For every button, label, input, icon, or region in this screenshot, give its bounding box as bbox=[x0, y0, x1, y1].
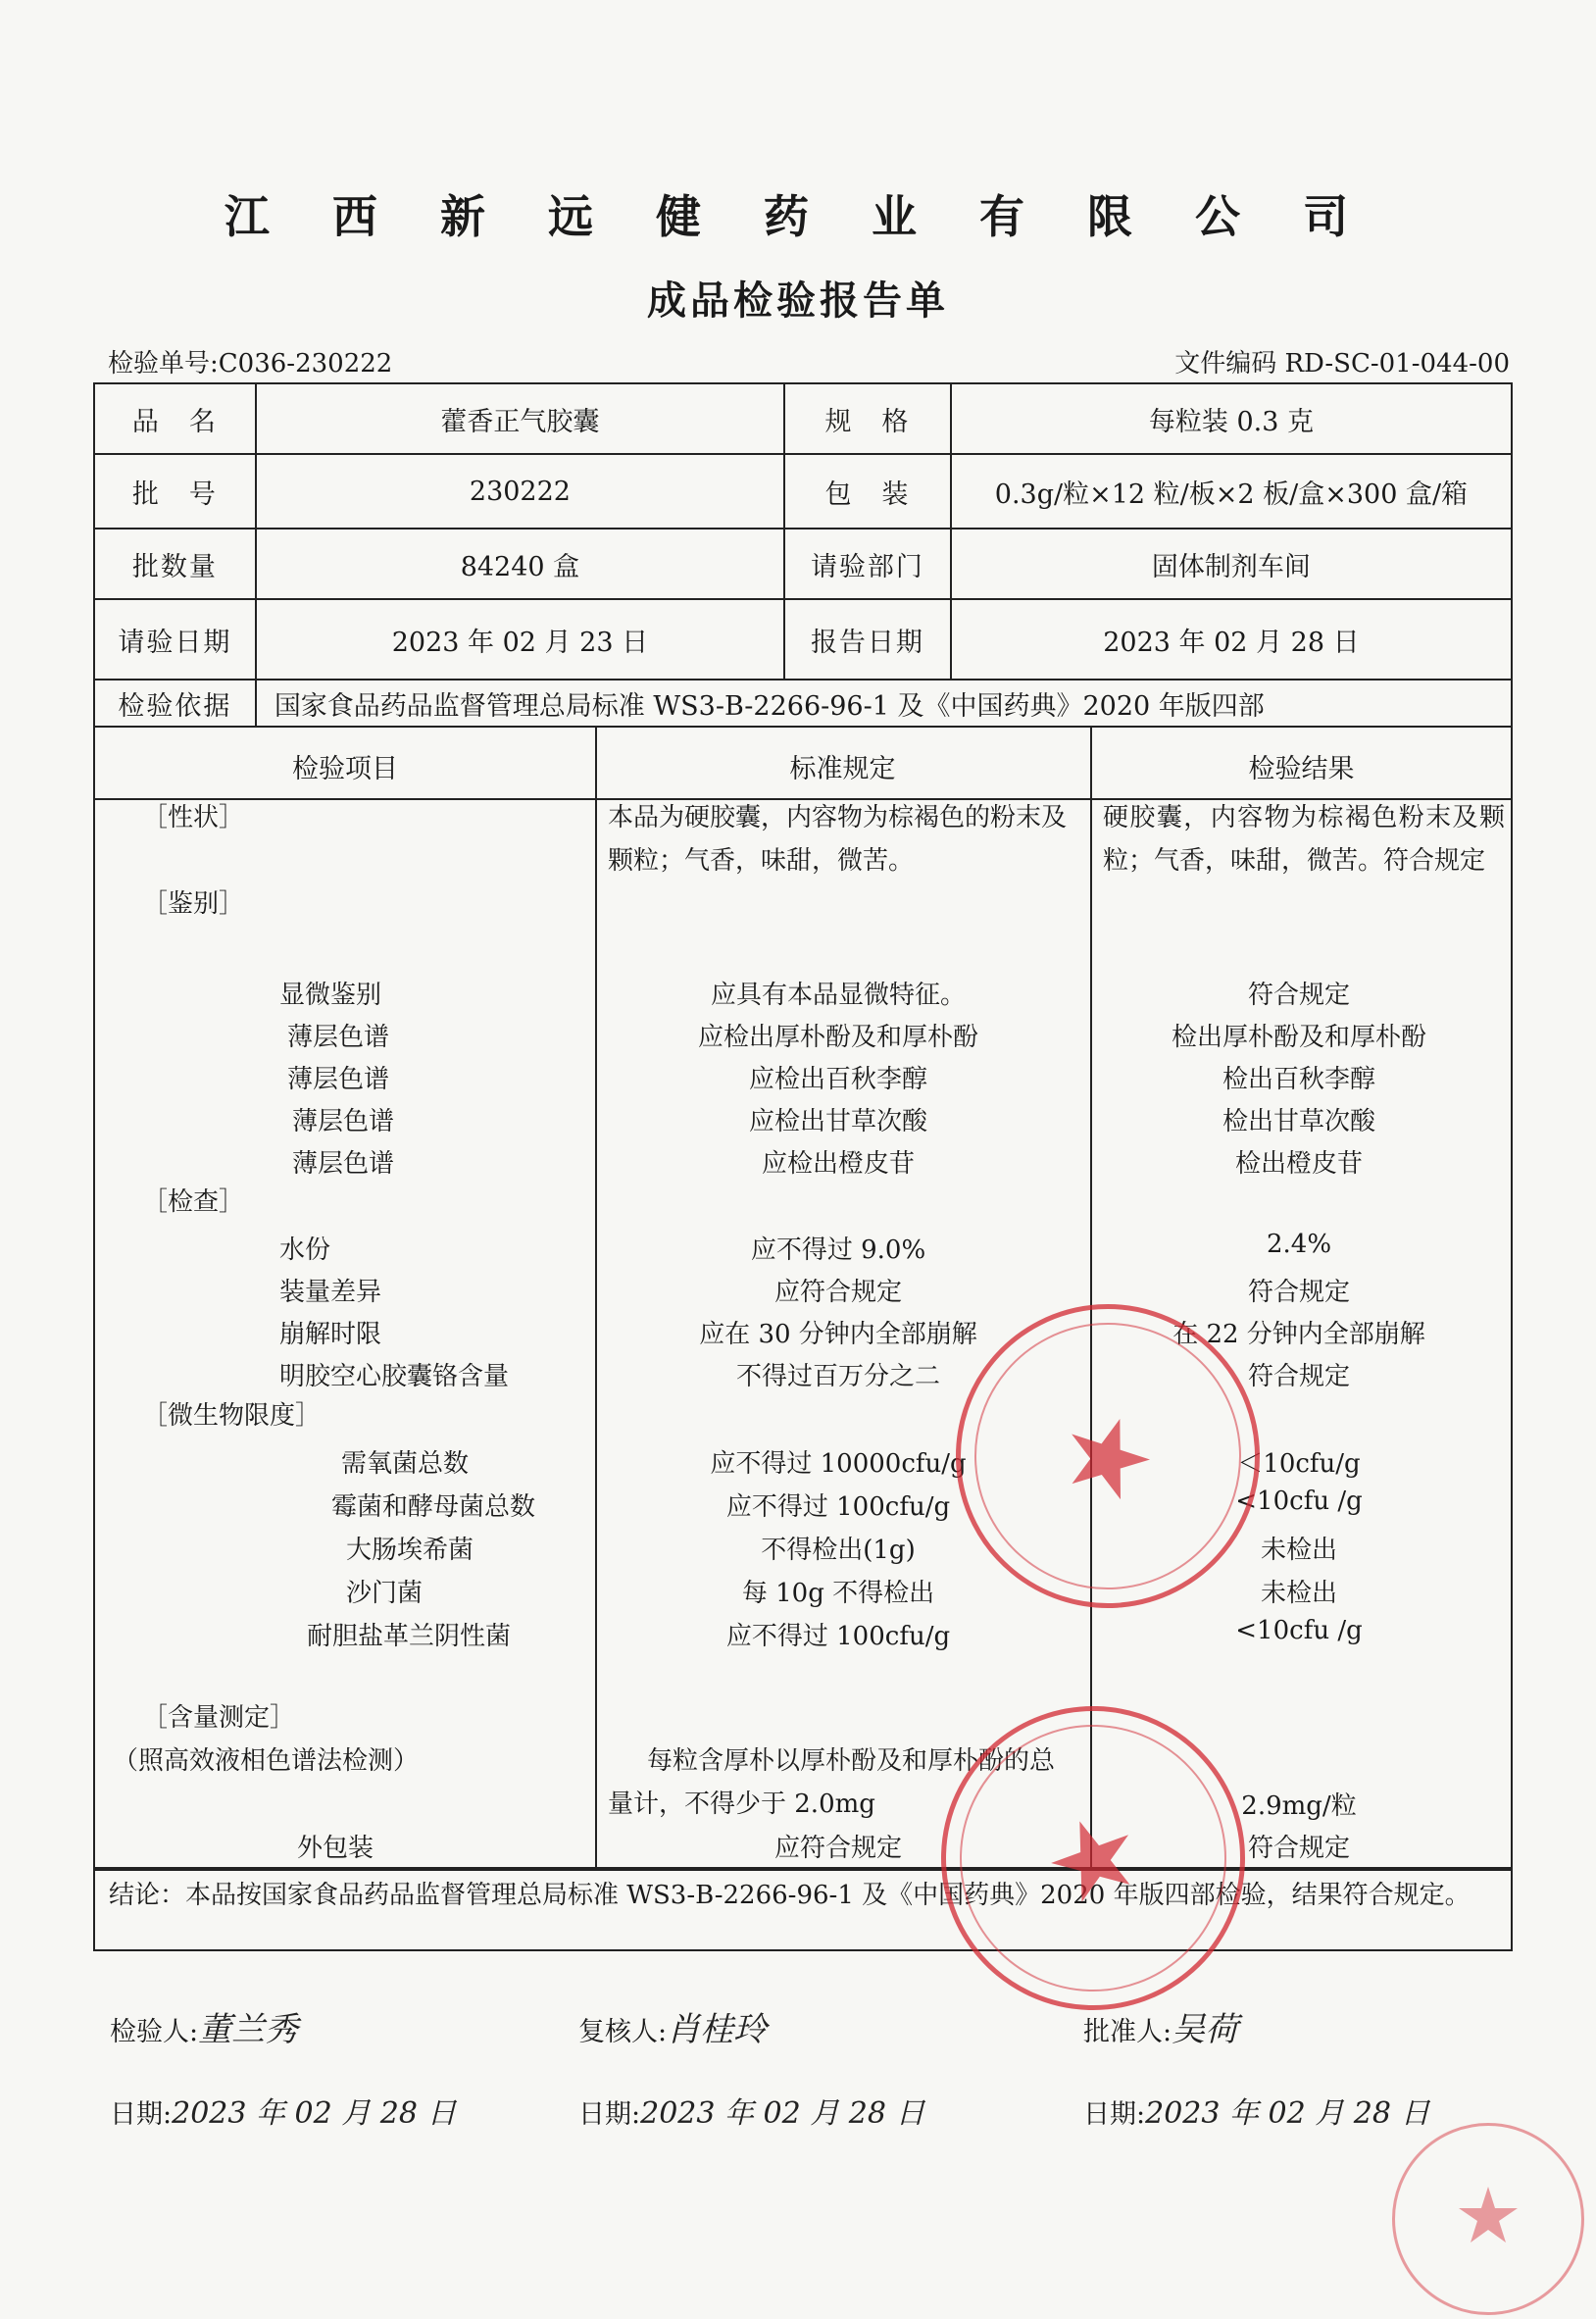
table-row bbox=[93, 1828, 1513, 1867]
date-3 bbox=[1083, 2089, 1430, 2132]
column-result: 检验结果 bbox=[1248, 754, 1355, 784]
date-2 bbox=[578, 2089, 925, 2132]
row-item: 薄层色谱 bbox=[292, 1107, 395, 1136]
product-name: 藿香正气胶囊 bbox=[256, 383, 784, 454]
section-character: ［性状］ bbox=[142, 803, 245, 832]
row-result: 检出橙皮苷 bbox=[1234, 1149, 1363, 1179]
section-identification: ［鉴别］ bbox=[142, 889, 245, 919]
row-result: 符合规定 bbox=[1247, 1362, 1350, 1391]
table-row bbox=[93, 1443, 1513, 1483]
row-item: 需氧菌总数 bbox=[341, 1449, 470, 1479]
row-result: <10cfu /g bbox=[1235, 1616, 1363, 1645]
row-item: 崩解时限 bbox=[279, 1320, 382, 1349]
row-result: 未检出 bbox=[1260, 1536, 1337, 1565]
assay-method: （照高效液相色谱法检测） bbox=[113, 1746, 420, 1776]
row-item: 薄层色谱 bbox=[287, 1023, 390, 1052]
qc-stamp-3 bbox=[1392, 2123, 1584, 2315]
row-standard: 应检出甘草次酸 bbox=[748, 1107, 927, 1136]
row-item: 薄层色谱 bbox=[292, 1149, 395, 1179]
basis-value: 国家食品药品监督管理总局标准 WS3-B-2266-96-1 及《中国药典》2020 年版四部 bbox=[256, 680, 1512, 727]
reviewer-label: 复核人: bbox=[578, 2017, 668, 2047]
reviewer-signature bbox=[578, 2002, 767, 2050]
batch-label: 批 号 bbox=[94, 454, 256, 529]
date-1 bbox=[110, 2089, 457, 2132]
date-label: 日期: bbox=[578, 2099, 641, 2130]
row-result: 符合规定 bbox=[1247, 1834, 1350, 1863]
row-item: 明胶空心胶囊铬含量 bbox=[279, 1362, 510, 1391]
row-item: 水份 bbox=[279, 1235, 331, 1265]
date-label: 日期: bbox=[1083, 2099, 1146, 2130]
row-result: 在 22 分钟内全部崩解 bbox=[1172, 1320, 1425, 1349]
row-item: 大肠埃希菌 bbox=[346, 1536, 474, 1565]
row-standard: 应不得过 100cfu/g bbox=[725, 1492, 951, 1522]
column-item: 检验项目 bbox=[292, 754, 398, 784]
row-result: 符合规定 bbox=[1247, 1278, 1350, 1307]
table-row bbox=[93, 1101, 1513, 1140]
column-standard: 标准规定 bbox=[789, 754, 896, 784]
row-item: 薄层色谱 bbox=[287, 1065, 390, 1094]
inspector-signature bbox=[110, 2002, 298, 2050]
inspector-label: 检验人: bbox=[110, 2017, 199, 2047]
file-code: 文件编码 RD-SC-01-044-00 bbox=[1174, 349, 1510, 378]
row-standard: 每 10g 不得检出 bbox=[741, 1579, 935, 1608]
conclusion: 结论：本品按国家食品药品监督管理总局标准 WS3-B-2266-96-1 及《中国药典》2020 年版四部检验，结果符合规定。 bbox=[93, 1869, 1513, 1951]
inspection-number: 检验单号:C036-230222 bbox=[108, 349, 393, 378]
row-result: 检出甘草次酸 bbox=[1222, 1107, 1375, 1136]
pack-label: 包 装 bbox=[784, 454, 951, 529]
row-item: 装量差异 bbox=[279, 1278, 382, 1307]
section-microbial: ［微生物限度］ bbox=[142, 1401, 322, 1431]
row-standard: 应检出橙皮苷 bbox=[761, 1149, 915, 1179]
row-standard: 不得过百万分之二 bbox=[735, 1362, 940, 1391]
pack-value: 0.3g/粒×12 粒/板×2 板/盒×300 盒/箱 bbox=[951, 454, 1512, 529]
date-value: 2023 年 02 月 28 日 bbox=[640, 2096, 925, 2131]
company-name: 江 西 新 远 健 药 业 有 限 公 司 bbox=[224, 190, 1372, 243]
date-value: 2023 年 02 月 28 日 bbox=[1145, 2096, 1430, 2131]
inspector-name: 董兰秀 bbox=[198, 2010, 299, 2049]
row-standard: 应在 30 分钟内全部崩解 bbox=[699, 1320, 977, 1349]
table-row bbox=[93, 1530, 1513, 1569]
approver-label: 批准人: bbox=[1083, 2017, 1172, 2047]
row-result: <10cfu /g bbox=[1235, 1487, 1363, 1516]
approver-name: 吴荷 bbox=[1172, 2010, 1239, 2049]
row-standard: 应具有本品显微特征。 bbox=[710, 981, 966, 1010]
spec-value: 每粒装 0.3 克 bbox=[951, 383, 1512, 454]
qty-value: 84240 盒 bbox=[256, 529, 784, 599]
row-standard: 应不得过 9.0% bbox=[750, 1235, 926, 1265]
row-item: 耐胆盐革兰阴性菌 bbox=[307, 1622, 512, 1651]
row-item: 显微鉴别 bbox=[279, 981, 382, 1010]
request-date-label: 请验日期 bbox=[94, 599, 256, 680]
table-row bbox=[93, 1143, 1513, 1183]
row-standard: 应检出百秋李醇 bbox=[748, 1065, 927, 1094]
date-value: 2023 年 02 月 28 日 bbox=[172, 2096, 457, 2131]
table-row bbox=[93, 1314, 1513, 1353]
table-row bbox=[93, 1786, 1513, 1825]
row-standard: 应不得过 10000cfu/g bbox=[710, 1449, 967, 1479]
row-standard: 不得检出(1g) bbox=[761, 1536, 916, 1565]
dept-value: 固体制剂车间 bbox=[951, 529, 1512, 599]
row-result: 检出厚朴酚及和厚朴酚 bbox=[1171, 1023, 1426, 1052]
row-standard: 应符合规定 bbox=[773, 1834, 902, 1863]
row-item: 外包装 bbox=[297, 1834, 374, 1863]
name-label: 品 名 bbox=[94, 383, 256, 454]
table-row bbox=[93, 1616, 1513, 1655]
row-result: 检出百秋李醇 bbox=[1222, 1065, 1375, 1094]
row-result: 未检出 bbox=[1260, 1579, 1337, 1608]
table-row bbox=[93, 1487, 1513, 1526]
date-label: 日期: bbox=[110, 2099, 173, 2130]
spec-label: 规 格 bbox=[784, 383, 951, 454]
row-item: 霉菌和酵母菌总数 bbox=[331, 1492, 536, 1522]
header-table bbox=[93, 382, 1513, 728]
section-assay: ［含量测定］ bbox=[142, 1703, 296, 1733]
section-check: ［检查］ bbox=[142, 1187, 245, 1217]
qty-label: 批数量 bbox=[94, 529, 256, 599]
character-standard: 本品为硬胶囊，内容物为棕褐色的粉末及颗粒；气香，味甜，微苦。 bbox=[608, 803, 1068, 876]
document-title: 成品检验报告单 bbox=[647, 278, 949, 324]
table-row bbox=[93, 1573, 1513, 1612]
request-date-value: 2023 年 02 月 23 日 bbox=[256, 599, 784, 680]
row-item: 沙门菌 bbox=[346, 1579, 424, 1608]
basis-label: 检验依据 bbox=[94, 680, 256, 727]
report-date-value: 2023 年 02 月 28 日 bbox=[951, 599, 1512, 680]
row-standard: 应不得过 100cfu/g bbox=[725, 1622, 951, 1651]
table-row bbox=[93, 1059, 1513, 1098]
row-standard: 应检出厚朴酚及和厚朴酚 bbox=[697, 1023, 978, 1052]
report-date-label: 报告日期 bbox=[784, 599, 951, 680]
row-result: ＜10cfu/g bbox=[1237, 1449, 1361, 1479]
row-standard: 应符合规定 bbox=[773, 1278, 902, 1307]
table-row bbox=[93, 975, 1513, 1014]
character-result: 硬胶囊，内容物为棕褐色粉末及颗粒；气香，味甜，微苦。符合规定 bbox=[1103, 803, 1505, 876]
assay-standard: 每粒含厚朴以厚朴酚及和厚朴酚的总量计，不得少于 2.0mg bbox=[608, 1746, 1056, 1819]
batch-value: 230222 bbox=[256, 454, 784, 529]
table-row bbox=[93, 1272, 1513, 1311]
dept-label: 请验部门 bbox=[784, 529, 951, 599]
row-result: 符合规定 bbox=[1247, 981, 1350, 1010]
assay-result: 2.9mg/粒 bbox=[1241, 1791, 1357, 1821]
table-row bbox=[93, 1017, 1513, 1056]
table-row bbox=[93, 1356, 1513, 1395]
table-row bbox=[93, 1230, 1513, 1269]
reviewer-name: 肖桂玲 bbox=[667, 2010, 768, 2049]
row-result: 2.4% bbox=[1266, 1230, 1332, 1259]
